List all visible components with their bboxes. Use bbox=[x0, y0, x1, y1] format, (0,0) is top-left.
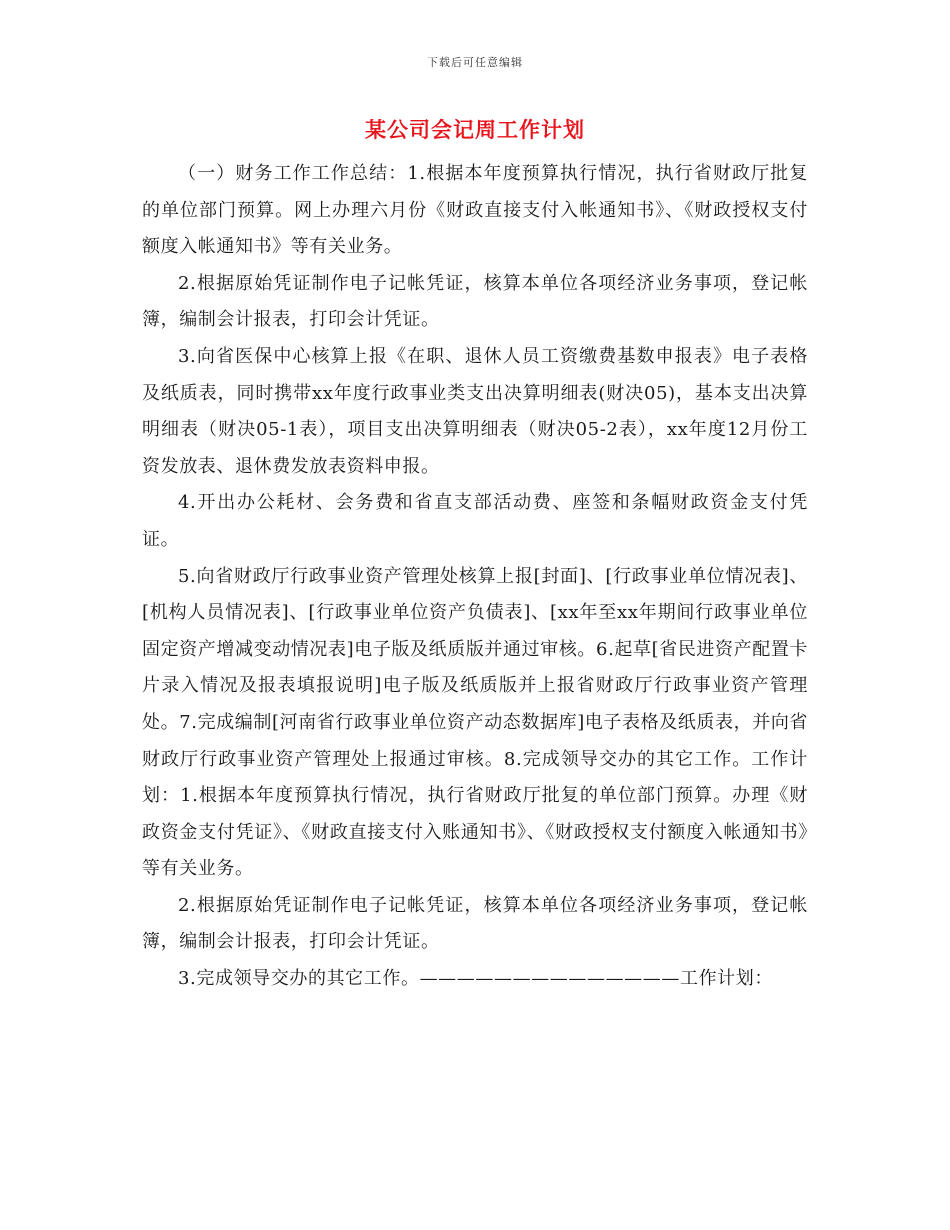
document-title: 某公司会记周工作计划 bbox=[365, 118, 585, 142]
paragraph-4: 4.开出办公耗材、会务费和省直支部活动费、座签和条幅财政资金支付凭证。 bbox=[142, 492, 808, 550]
paragraph-5: 5.向省财政厅行政事业资产管理处核算上报[封面]、[行政事业单位情况表]、[机构人员情况表]、[行政事业单位资产负债表]、[xx年至xx年期间行政事业单位固定资产增减变动情况表]电子版及纸质版并通过审核。6.起草[省民进资产配置卡片录入情况及报表填报说明]电子版及纸质版并上报省财政厅行政事业资产管理处。7.完成编制[河南省行政事业单位资产动态数据库]电子表格及纸质表，并向省财政厅行政事业资产管理处上报通过审核。8.完成领导交办的其它工作。工作计划：1.根据本年度预算执行情况，执行省财政厅批复的单位部门预算。办理《财政资金支付凭证》、《财政直接支付入账通知书》、《财政授权支付额度入帐通知书》等有关业务。 bbox=[142, 565, 809, 880]
header-note: 下载后可任意编辑 bbox=[427, 56, 523, 69]
paragraph-7: 3.完成领导交办的其它工作。——————————————工作计划： bbox=[178, 968, 773, 990]
paragraph-6: 2.根据原始凭证制作电子记帐凭证，核算本单位各项经济业务事项，登记帐簿，编制会计报表，打印会计凭证。 bbox=[142, 894, 808, 953]
document-body bbox=[142, 156, 808, 998]
paragraph-1: （一）财务工作工作总结：1.根据本年度预算执行情况，执行省财政厅批复的单位部门预算。网上办理六月份《财政直接支付入帐通知书》、《财政授权支付额度入帐通知书》等有关业务。 bbox=[142, 163, 808, 258]
paragraph-2: 2.根据原始凭证制作电子记帐凭证，核算本单位各项经济业务事项，登记帐簿，编制会计报表，打印会计凭证。 bbox=[142, 272, 808, 331]
paragraph-3: 3.向省医保中心核算上报《在职、退休人员工资缴费基数申报表》电子表格及纸质表，同时携带xx年度行政事业类支出决算明细表(财决05)，基本支出决算明细表（财决05-1表），项目支出决算明细表（财决05-2表），xx年度12月份工资发放表、退休费发放表资料申报。 bbox=[142, 345, 808, 477]
